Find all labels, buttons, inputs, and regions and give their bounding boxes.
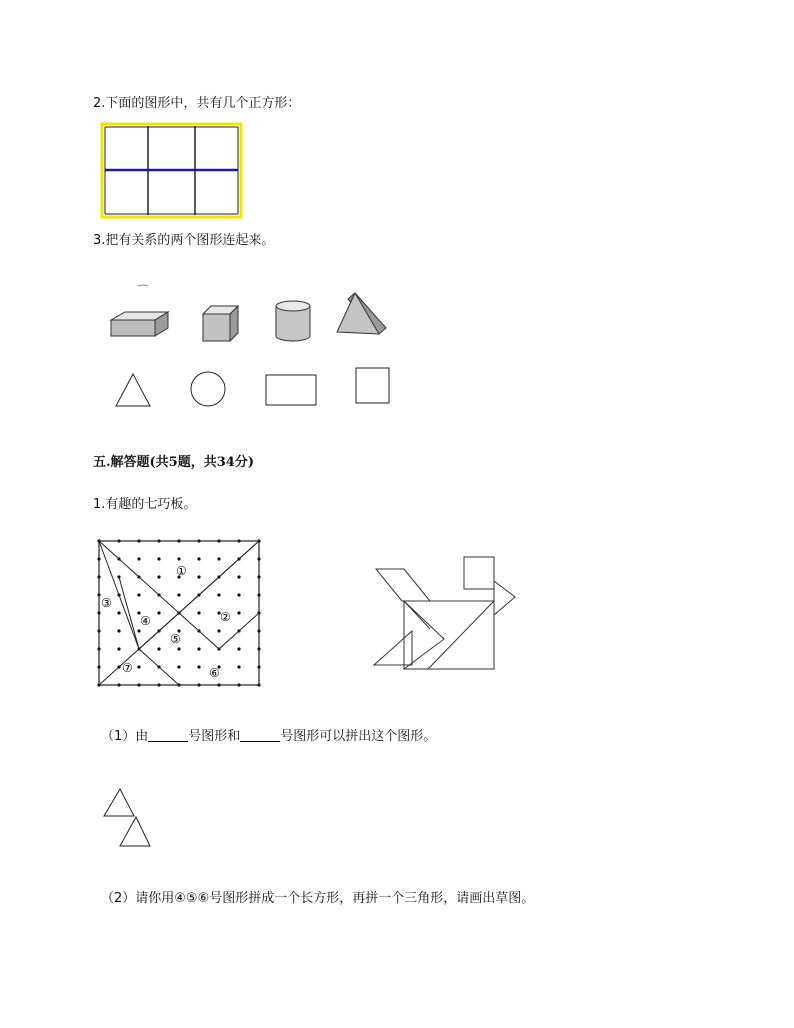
grid-dot	[217, 593, 220, 596]
squares-figure	[100, 122, 245, 220]
part-1-blank-1[interactable]	[148, 729, 188, 742]
part-2-question: （2）请你用④⑤⑥号图形拼成一个长方形，再拼一个三角形，请画出草图。	[101, 891, 535, 906]
problem-1	[93, 497, 196, 513]
question-3-number: 3.	[93, 233, 106, 248]
grid-dot	[237, 665, 240, 668]
grid-dot	[157, 611, 160, 614]
cuboid-icon	[108, 282, 172, 342]
grid-dot	[197, 647, 200, 650]
tangram-label-5: ⑤	[170, 632, 181, 646]
grid-dot	[117, 611, 120, 614]
part-1-question	[101, 729, 436, 745]
tangram-label-4: ④	[140, 614, 151, 628]
question-2-number: 2.	[93, 96, 106, 111]
grid-dot	[177, 665, 180, 668]
grid-dot	[137, 629, 140, 632]
grid-dot	[217, 557, 220, 560]
question-3	[93, 233, 274, 249]
tangram-label-6: ⑥	[209, 666, 220, 680]
part-1-middle: 号图形和	[188, 729, 241, 744]
tangram-label-2: ②	[220, 610, 231, 624]
grid-dot	[237, 611, 240, 614]
cube-icon	[200, 302, 242, 344]
grid-dot	[197, 611, 200, 614]
problem-1-text: 有趣的七巧板。	[105, 497, 197, 512]
part-1-suffix: 号图形可以拼出这个图形。	[280, 729, 437, 744]
triangle-icon	[112, 371, 154, 409]
tangram-label-3: ③	[101, 596, 112, 610]
grid-dot	[137, 593, 140, 596]
two-triangles-figure	[100, 786, 156, 850]
grid-dot	[137, 665, 140, 668]
square-icon	[354, 366, 392, 406]
problem-1-number: 1.	[93, 497, 106, 512]
grid-dot	[217, 629, 220, 632]
grid-dot	[197, 557, 200, 560]
grid-dot	[177, 557, 180, 560]
grid-dot	[197, 665, 200, 668]
grid-dot	[157, 647, 160, 650]
rectangle-icon	[264, 373, 318, 407]
tangram-label-7: ⑦	[122, 661, 133, 675]
circle-icon	[188, 370, 228, 410]
tangram-animal-figure	[368, 553, 523, 675]
grid-dot	[117, 629, 120, 632]
tangram-grid	[95, 537, 265, 689]
tangram-label-1: ①	[176, 564, 187, 578]
section-5-title: 五.解答题(共5题，共34分)	[93, 455, 254, 470]
grid-dot	[117, 647, 120, 650]
grid-dot	[177, 647, 180, 650]
grid-dot	[157, 557, 160, 560]
part-1-prefix: （1）由	[101, 729, 149, 744]
question-2-text: 下面的图形中，共有几个正方形：	[105, 96, 301, 111]
question-3-text: 把有关系的两个图形连起来。	[105, 233, 275, 248]
grid-dot	[197, 575, 200, 578]
question-2	[93, 96, 300, 112]
grid-dot	[237, 647, 240, 650]
part-1-blank-2[interactable]	[240, 729, 280, 742]
grid-dot	[137, 557, 140, 560]
cylinder-icon	[272, 298, 314, 344]
grid-dot	[177, 593, 180, 596]
grid-dot	[237, 593, 240, 596]
triangular-prism-icon	[335, 290, 390, 336]
grid-dot	[157, 575, 160, 578]
grid-dot	[237, 575, 240, 578]
